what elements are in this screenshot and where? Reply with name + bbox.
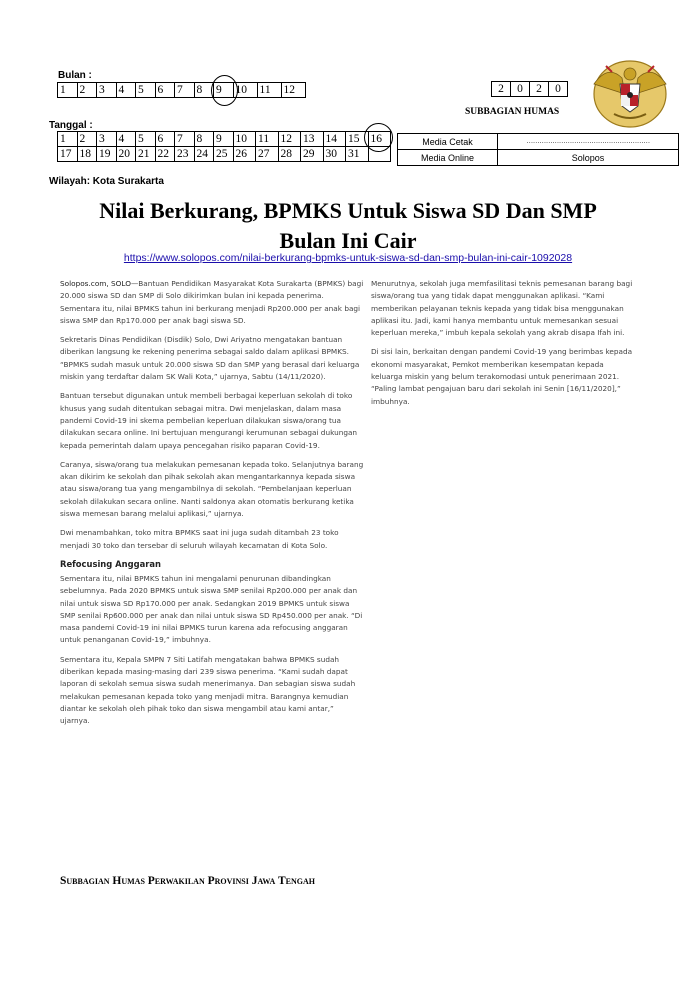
date-cell: 30: [323, 147, 346, 162]
headline: [40, 196, 656, 256]
month-cell: 11: [257, 83, 281, 98]
bulan-label: Bulan :: [58, 70, 92, 81]
date-cell: 16: [368, 132, 391, 147]
date-cell: 7: [175, 132, 195, 147]
article-right-column: [371, 278, 633, 415]
date-cell: 1: [58, 132, 78, 147]
date-cell: 24: [194, 147, 214, 162]
bulan-grid: [57, 82, 306, 98]
article-paragraph: Dwi menambahkan, toko mitra BPMKS saat ini juga sudah ditambah 23 toko menjadi 30 toko dan tersebar di seluruh wilayah kecamatan di Kota Solo.: [60, 528, 339, 550]
date-cell: 27: [256, 147, 279, 162]
tahun-digit: 0: [511, 82, 530, 97]
date-cell: 29: [301, 147, 324, 162]
month-cell: 2: [77, 83, 97, 98]
date-cell: 18: [77, 147, 97, 162]
date-cell: 13: [301, 132, 324, 147]
article-paragraph: Caranya, siswa/orang tua melakukan pemesanan kepada toko. Selanjutnya barang akan dikirim ke sekolah dan pihak sekolah akan mengantarkannya kepada siswa atau siswa/orang tua yang mengambilnya di sekolah. “Pembelanjaan keperluan sekolah dilakukan secara online. Nanti saldonya akan otomatis berkurang ketika siswa memesan barang melalui aplikasi,” ujarnya.: [60, 459, 364, 519]
month-cell: 9: [214, 83, 234, 98]
date-cell: 23: [175, 147, 195, 162]
article-paragraph: Sementara itu, Kepala SMPN 7 Siti Latifah mengatakan bahwa BPMKS sudah diberikan kepada masing-masing dari 239 siswa penerima. “Kami sudah dapat laporan di sekolah semua siswa sudah menerimanya. Dan sebagian siswa sudah melakukan pemesanan kepada toko yang menjadi mitra. Barangnya kemudian diantar ke sekolah oleh pihak toko dan siswa mengambil atau kami antar,” ujarnya.: [60, 654, 356, 726]
article-paragraph: Sementara itu, nilai BPMKS tahun ini mengalami penurunan dibandingkan sebelumnya. Pada 2020 BPMKS untuk siswa SMP senilai Rp200.000 per anak dan nilai untuk siswa SD Rp170.000 per anak. Sedangkan 2019 BPMKS untuk siswa SMP senilai Rp600.000 per anak dan nilai untuk siswa SD Rp450.000 per anak. “Di masa pandemi Covid-19 ini nilai BPMKS turun karena ada refocusing anggaran untuk penanganan Covid-19,” imbuhnya.: [60, 573, 363, 645]
date-cell: 3: [97, 132, 117, 147]
date-cell: 8: [194, 132, 214, 147]
month-cell: 7: [175, 83, 195, 98]
article-paragraph: Sekretaris Dinas Pendidikan (Disdik) Solo, Dwi Ariyatno mengatakan bantuan diberikan langsung ke rekening penerima sebagai saldo dalam aplikasi BPMKS. “BPMKS sudah masuk untuk 20.000 siswa SD dan SMP yang berasal dari keluarga miskin yang terdaftar dalam SK Wali Kota,” ujarnya, Sabtu (14/11/2020).: [60, 335, 360, 382]
tanggal-label: Tanggal :: [49, 120, 93, 131]
date-cell: 19: [97, 147, 117, 162]
wilayah: Wilayah: Kota Surakarta: [49, 176, 164, 187]
date-cell: 22: [155, 147, 175, 162]
headline-line-2: Bulan Ini Cair: [279, 228, 417, 253]
month-cell: 3: [97, 83, 117, 98]
article-paragraph: Bantuan tersebut digunakan untuk membeli berbagai keperluan sekolah di toko khusus yang sudah ditentukan sebagai mitra. Dwi menjelaskan, dalam masa pandemi Covid-19 ini skema pembelian keperluan dilakukan siswa/orang tua dilakukan secara online. Ini bertujuan mengurangi kerumunan sebagai dukungan kepada pemerintah dalam upaya pencegahan risiko paparan Covid-19.: [60, 391, 358, 450]
date-cell: 26: [233, 147, 256, 162]
media-online-label: Media Online: [398, 150, 498, 166]
headline-line-1: Nilai Berkurang, BPMKS Untuk Siswa SD Dan SMP: [99, 198, 597, 223]
month-cell: 1: [58, 83, 78, 98]
media-cetak-value: …………………………………………………: [498, 134, 679, 150]
subbagian-title: SUBBAGIAN HUMAS: [465, 107, 560, 117]
article-paragraph: Menurutnya, sekolah juga memfasilitasi teknis pemesanan barang bagi siswa/orang tua yang tidak dapat menggunakan aplikasi. “Kami memberikan pelayanan teknis kepada yang tidak bisa menggunakan aplikasi itu. Jadi, kami hanya membantu untuk memesankan sesuai keperluan mereka,” imbuh kepala sekolah yang akrab disapa Ifah ini.: [371, 279, 633, 338]
month-cell: 12: [281, 83, 305, 98]
article-paragraph: Di sisi lain, berkaitan dengan pandemi Covid-19 yang berimbas kepada ekonomi masyarakat, Pemkot memberikan kesempatan kepada keluarga miskin yang belum terakomodasi untuk penerimaan 2021. “Paling lambat pengajuan baru dari sekolah ini Senin [16/11/2020],” imbuhnya.: [371, 347, 633, 406]
date-cell: 9: [214, 132, 234, 147]
month-cell: 6: [155, 83, 175, 98]
tahun-digit: 2: [492, 82, 511, 97]
article-url-link[interactable]: https://www.solopos.com/nilai-berkurang-bpmks-untuk-siswa-sd-dan-smp-bulan-ini-cair-1092028: [123, 252, 573, 264]
tahun-grid: [491, 81, 568, 97]
date-cell: 25: [214, 147, 234, 162]
media-table: [397, 133, 679, 166]
date-cell: 10: [233, 132, 256, 147]
month-cell: 10: [233, 83, 257, 98]
date-cell: 14: [323, 132, 346, 147]
tahun-digit: 2: [530, 82, 549, 97]
date-cell: 5: [136, 132, 156, 147]
date-cell: 4: [116, 132, 136, 147]
date-cell: 11: [256, 132, 279, 147]
tahun-digit: 0: [549, 82, 568, 97]
month-cell: 5: [136, 83, 156, 98]
date-cell: 31: [346, 147, 369, 162]
date-cell: 20: [116, 147, 136, 162]
garuda-emblem-icon: [580, 54, 680, 130]
date-cell: 6: [155, 132, 175, 147]
article-left-column: [60, 278, 365, 735]
article-subheading: Refocusing Anggaran: [60, 558, 162, 569]
media-cetak-label: Media Cetak: [398, 134, 498, 150]
date-cell: 12: [278, 132, 301, 147]
tanggal-grid: [57, 131, 391, 162]
date-cell: 28: [278, 147, 301, 162]
article-source: Solopos.com, SOLO: [60, 279, 131, 288]
media-online-value: Solopos: [498, 150, 679, 166]
month-cell: 4: [116, 83, 136, 98]
article-paragraph: Solopos.com, SOLO—Bantuan Pendidikan Masyarakat Kota Surakarta (BPMKS) bagi 20.000 siswa SD dan SMP di Solo dikirimkan bulan ini kepada penerima. Sementara itu, nilai BPMKS tahun ini berkurang menjadi Rp200.000 per anak bagi siswa SMP dan Rp170.000 per anak bagi siswa SD.: [60, 279, 364, 325]
selected-month-circle: [211, 75, 238, 106]
month-cell: 8: [194, 83, 214, 98]
date-cell: 15: [346, 132, 369, 147]
date-cell: 17: [58, 147, 78, 162]
footer-text: Subbagian Humas Perwakilan Provinsi Jawa Tengah: [60, 875, 315, 887]
date-cell: 21: [136, 147, 156, 162]
selected-date-circle: [364, 123, 393, 152]
date-cell: 2: [77, 132, 97, 147]
